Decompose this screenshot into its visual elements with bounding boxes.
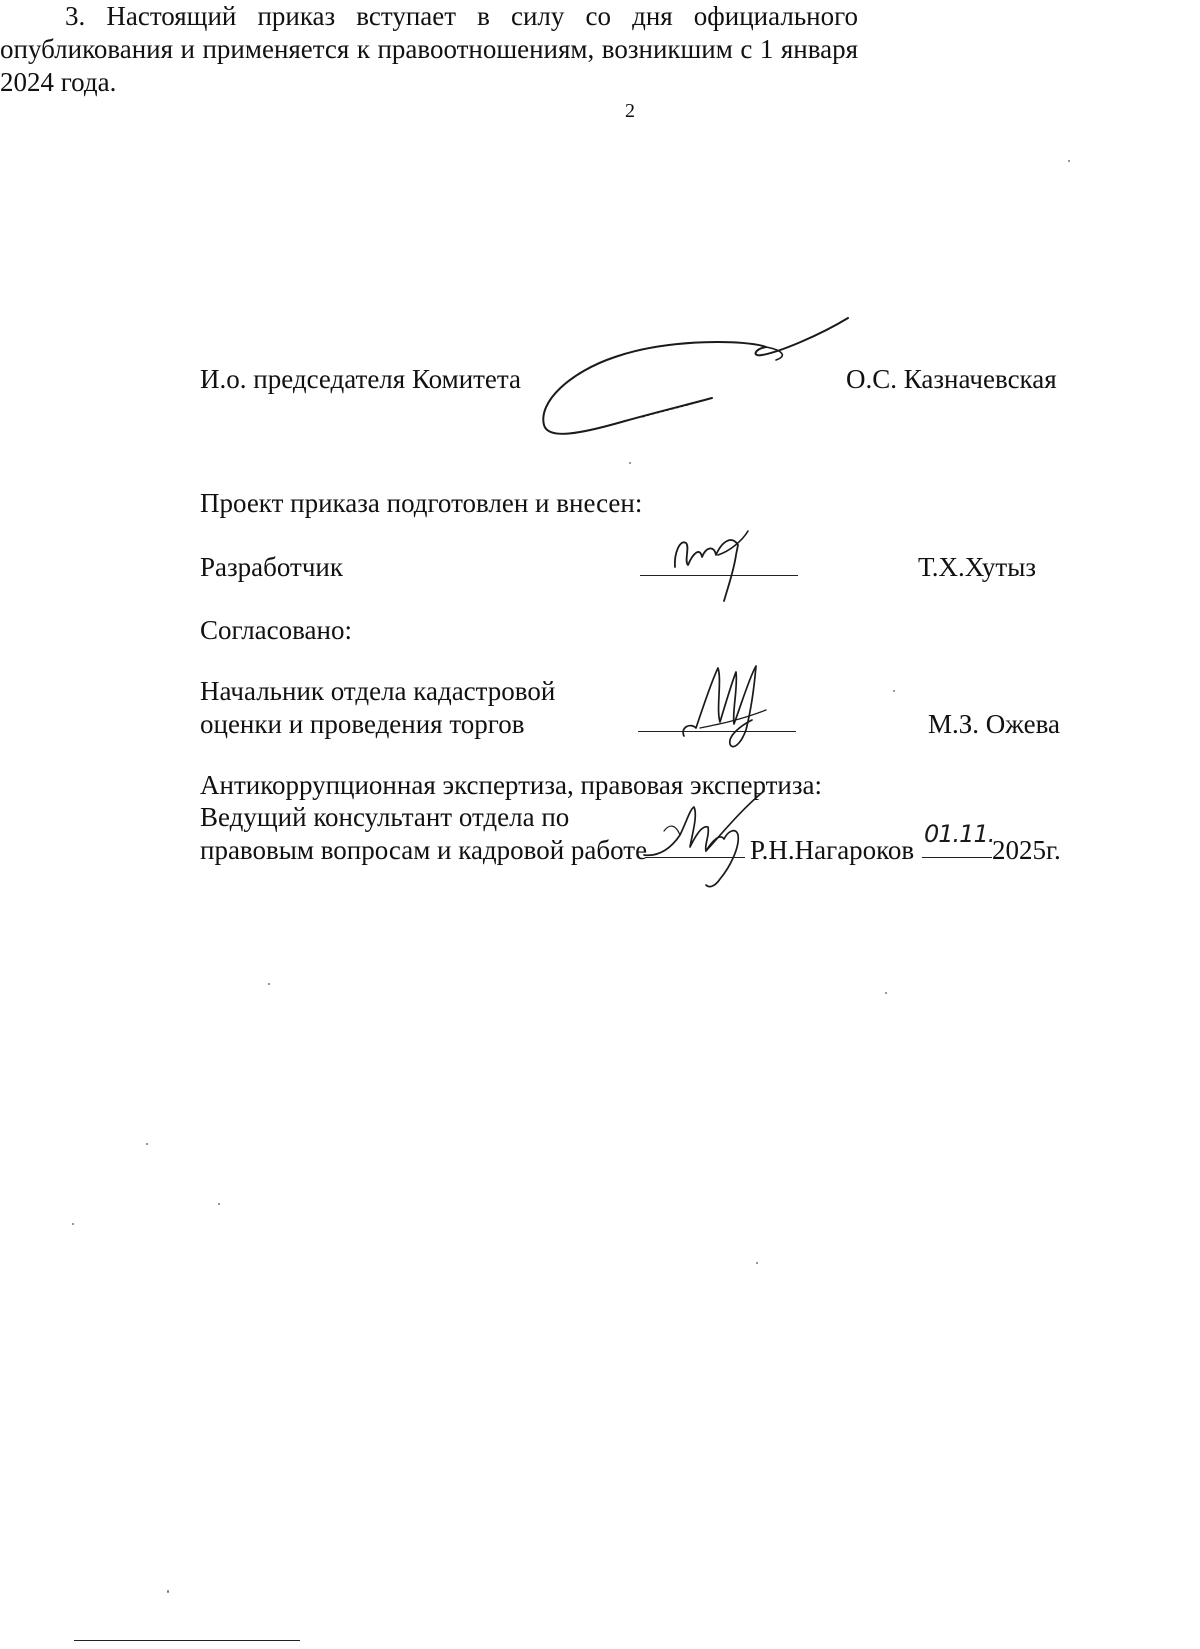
scan-speck xyxy=(167,1590,169,1593)
developer-signature xyxy=(660,525,780,605)
footnote-separator xyxy=(74,1640,300,1641)
page-number: 2 xyxy=(625,100,635,122)
scan-speck xyxy=(218,1203,220,1205)
scan-speck xyxy=(756,1262,758,1264)
expertise-position-line-2: правовым вопросам и кадровой работе xyxy=(200,835,648,865)
head-name: М.З. Ожева xyxy=(928,709,1060,739)
developer-role: Разработчик xyxy=(200,552,343,582)
expertise-position-line-1: Ведущий консультант отдела по xyxy=(200,802,570,832)
head-signature xyxy=(670,650,790,755)
expertise-heading: Антикоррупционная экспертиза, правовая экспертиза: xyxy=(200,770,823,800)
clause-3 xyxy=(0,0,858,99)
clause-3-text: 3. Настоящий приказ вступает в силу со дня официального опубликования и применяется к правоотношениям, возникшим с 1 января 2024 года. xyxy=(0,1,858,97)
chairman-signature xyxy=(530,310,860,450)
developer-name: Т.Х.Хутыз xyxy=(918,552,1037,582)
scan-speck xyxy=(885,992,887,994)
chairman-position: И.о. председателя Комитета xyxy=(200,364,522,394)
expertise-date-handwritten: 01.11. xyxy=(924,820,995,848)
scan-speck xyxy=(72,1223,74,1225)
head-position-line-2: оценки и проведения торгов xyxy=(200,709,525,739)
scan-speck xyxy=(629,462,631,464)
agreed-heading: Согласовано: xyxy=(200,615,352,645)
expertise-year: 2025г. xyxy=(992,835,1061,865)
scan-speck xyxy=(268,983,270,985)
expertise-name: Р.Н.Нагароков xyxy=(750,835,915,865)
chairman-name: О.С. Казначевская xyxy=(846,364,1057,394)
scan-speck xyxy=(1068,160,1070,162)
prepared-heading: Проект приказа подготовлен и внесен: xyxy=(200,488,643,518)
scan-speck xyxy=(893,690,895,692)
expertise-date-line xyxy=(922,857,992,858)
head-position-line-1: Начальник отдела кадастровой xyxy=(200,676,556,706)
scan-speck xyxy=(146,1143,148,1145)
